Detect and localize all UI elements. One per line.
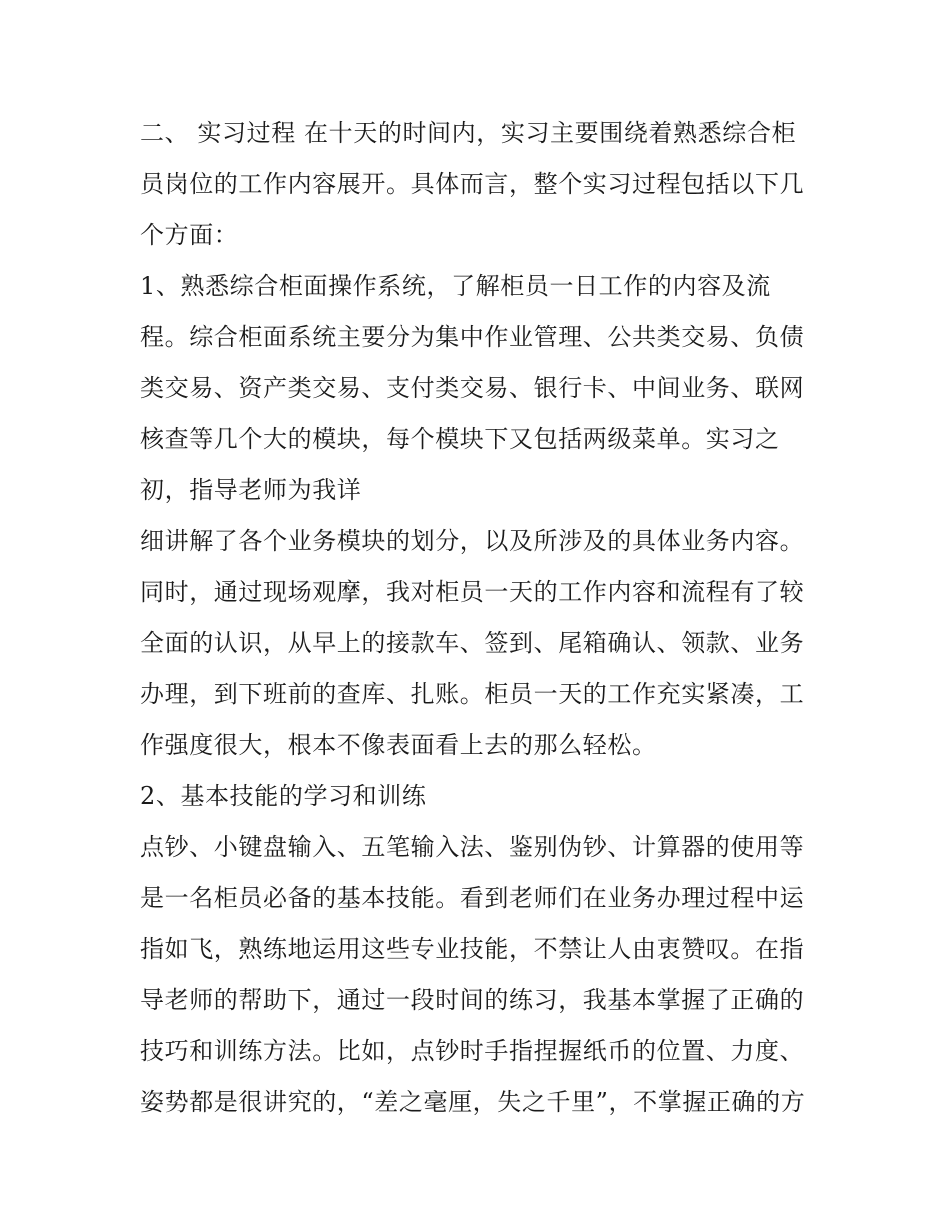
text-line: 2、基本技能的学习和训练 bbox=[140, 782, 427, 810]
text-line: 二、 实习过程 在十天的时间内，实习主要围绕着熟悉综合柜 bbox=[140, 119, 797, 147]
text-line: 姿势都是很讲究的，“差之毫厘，失之千里”，不掌握正确的方 bbox=[140, 1088, 806, 1116]
text-line: 技巧和训练方法。比如，点钞时手指捏握纸币的位置、力度、 bbox=[140, 1037, 805, 1065]
text-line: 初，指导老师为我详 bbox=[140, 476, 362, 504]
text-line: 程。综合柜面系统主要分为集中作业管理、公共类交易、负债 bbox=[140, 323, 805, 351]
text-line: 同时，通过现场观摩，我对柜员一天的工作内容和流程有了较 bbox=[140, 578, 805, 606]
text-line: 作强度很大，根本不像表面看上去的那么轻松。 bbox=[140, 731, 657, 759]
text-line: 点钞、小键盘输入、五笔输入法、鉴别伪钞、计算器的使用等 bbox=[140, 833, 805, 861]
text-line: 导老师的帮助下，通过一段时间的练习，我基本掌握了正确的 bbox=[140, 986, 805, 1014]
text-line: 办理，到下班前的查库、扎账。柜员一天的工作充实紧凑，工 bbox=[140, 680, 805, 708]
text-line: 全面的认识，从早上的接款车、签到、尾箱确认、领款、业务 bbox=[140, 629, 805, 657]
text-line: 员岗位的工作内容展开。具体而言，整个实习过程包括以下几 bbox=[140, 170, 805, 198]
document-body bbox=[140, 108, 820, 1128]
text-line: 细讲解了各个业务模块的划分，以及所涉及的具体业务内容。 bbox=[140, 527, 805, 555]
text-line: 1、熟悉综合柜面操作系统，了解柜员一日工作的内容及流 bbox=[140, 272, 771, 300]
text-line: 类交易、资产类交易、支付类交易、银行卡、中间业务、联网 bbox=[140, 374, 805, 402]
text-line: 指如飞，熟练地运用这些专业技能，不禁让人由衷赞叹。在指 bbox=[140, 935, 805, 963]
text-line: 是一名柜员必备的基本技能。看到老师们在业务办理过程中运 bbox=[140, 884, 805, 912]
text-line: 个方面： bbox=[140, 221, 239, 249]
text-line: 核查等几个大的模块，每个模块下又包括两级菜单。实习之 bbox=[140, 425, 780, 453]
